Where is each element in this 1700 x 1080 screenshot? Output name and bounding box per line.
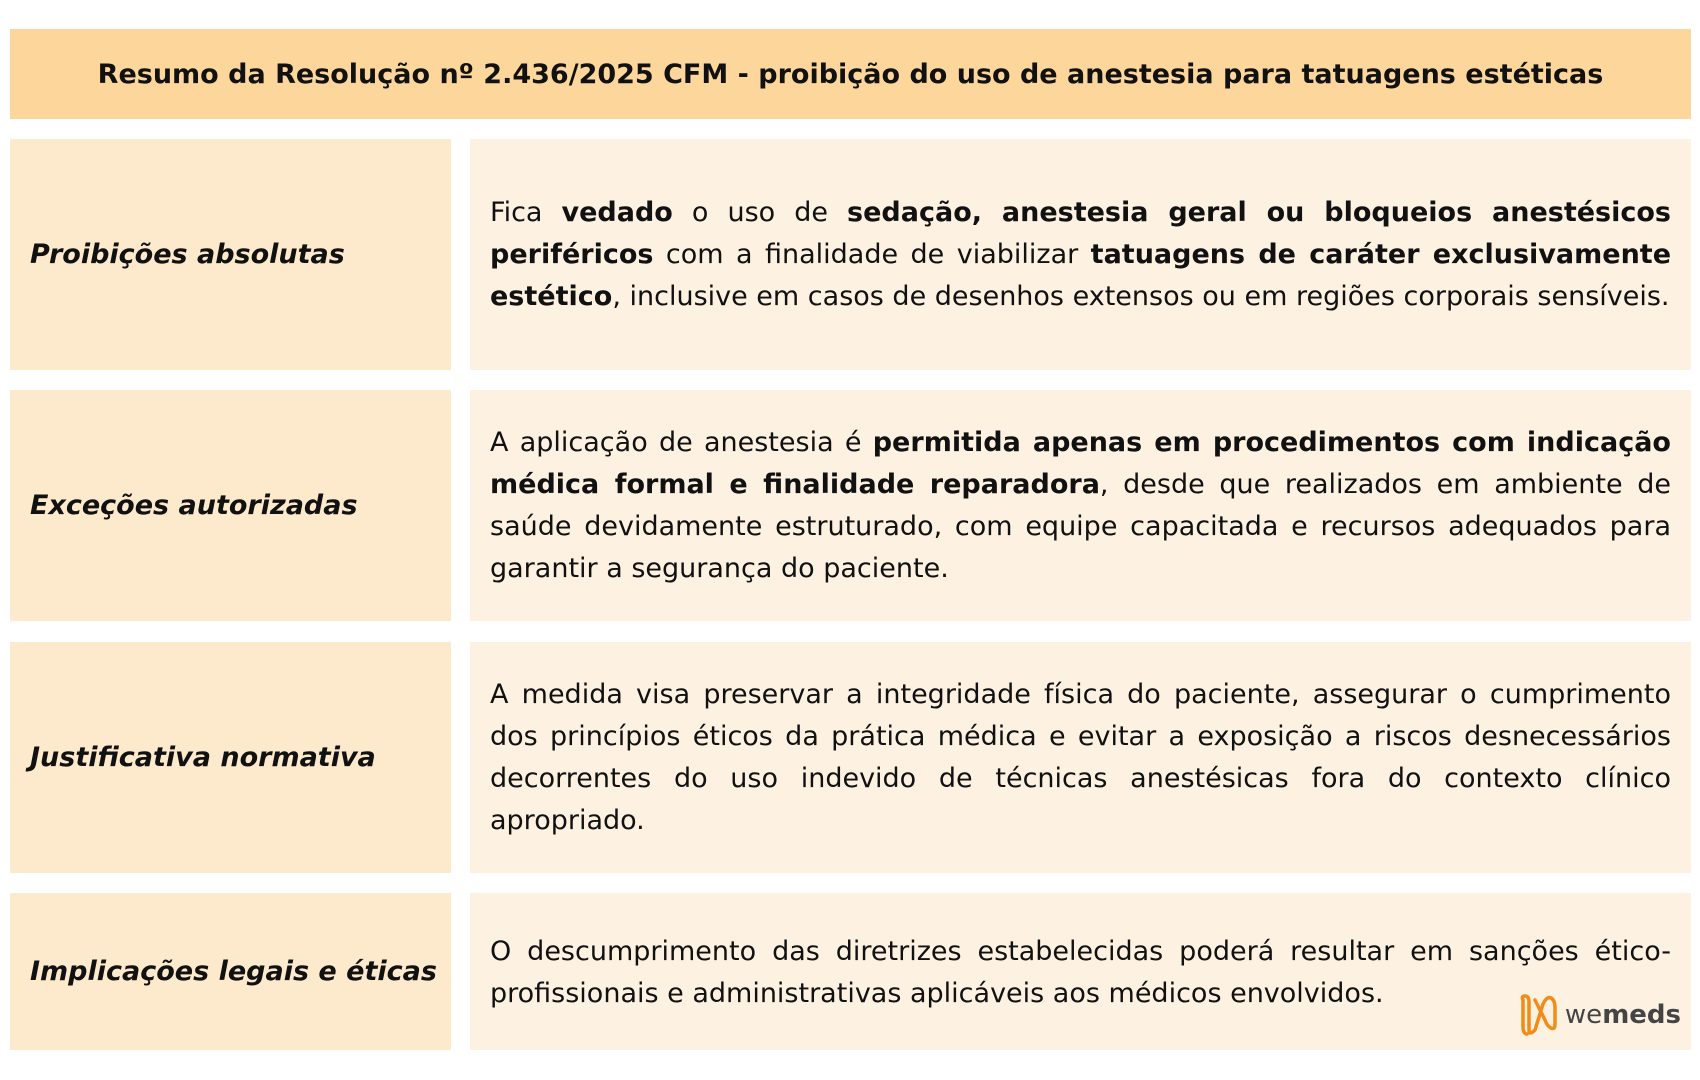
row-label: Exceções autorizadas — [10, 390, 451, 621]
body-text: A medida visa preservar a integridade física do paciente, assegurar o cumprimento dos princípios éticos da prática médica e evitar a exposição a riscos desnecessários decorrentes do uso indevido de técnicas anestésicas fora do contexto clínico apropriado. — [490, 678, 1671, 836]
emphasis-text: permitida apenas em procedimentos com indicação médica formal e finalidade reparadora — [490, 426, 1671, 500]
summary-row — [10, 642, 1691, 873]
emphasis-text: sedação, anestesia geral ou bloqueios anestésicos periféricos — [490, 196, 1671, 270]
row-text — [470, 390, 1691, 621]
summary-row — [10, 893, 1691, 1050]
emphasis-text: tatuagens de caráter exclusivamente estético — [490, 238, 1672, 312]
summary-row — [10, 390, 1691, 621]
body-text: , desde que realizados em ambiente de saúde devidamente estruturado, com equipe capacitada e recursos adequados para garantir a segurança do paciente. — [490, 468, 1672, 584]
body-text: com a finalidade de viabilizar — [653, 238, 1091, 270]
row-text — [470, 139, 1691, 370]
body-text: A aplicação de anestesia é — [490, 426, 873, 458]
summary-row — [10, 139, 1691, 370]
emphasis-text: vedado — [561, 196, 673, 228]
row-label: Justificativa normativa — [10, 642, 451, 873]
row-text — [470, 642, 1691, 873]
wemeds-logo — [1519, 990, 1681, 1040]
wemeds-logo-icon — [1519, 990, 1559, 1040]
row-label: Implicações legais e éticas — [10, 893, 451, 1050]
body-text: , inclusive em casos de desenhos extensos ou em regiões corporais sensíveis. — [612, 280, 1670, 312]
page-title: Resumo da Resolução nº 2.436/2025 CFM - proibição do uso de anestesia para tatuagens estéticas — [10, 29, 1691, 119]
logo-text-light: we — [1564, 1000, 1603, 1030]
body-text: o uso de — [672, 196, 848, 228]
row-text — [470, 893, 1691, 1050]
row-label: Proibições absolutas — [10, 139, 451, 370]
body-text: Fica — [490, 196, 562, 228]
body-text: O descumprimento das diretrizes estabelecidas poderá resultar em sanções ético-profissionais e administrativas aplicáveis aos médicos envolvidos. — [490, 936, 1671, 1009]
logo-text-bold: meds — [1602, 1000, 1681, 1030]
